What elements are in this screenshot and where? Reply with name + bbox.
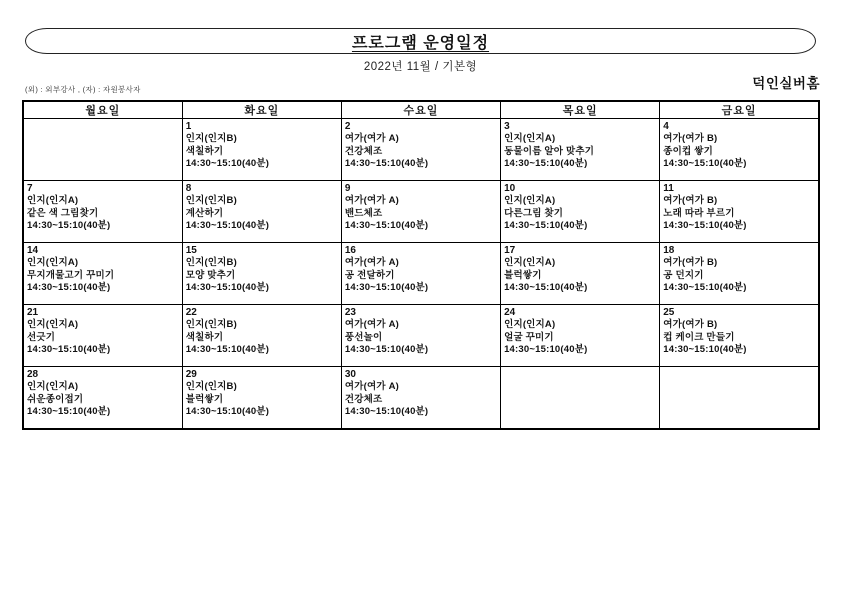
title-banner [25, 28, 816, 54]
legend-text: (외) : 외부강사 , (자) : 자원봉사자 [25, 85, 141, 94]
day-number: 25 [663, 307, 675, 318]
calendar-day-cell [501, 181, 660, 243]
day-number: 21 [27, 307, 39, 318]
calendar-week-row [23, 119, 819, 181]
program-line: 14:30~15:10(40분) [344, 158, 429, 169]
calendar-day-cell [501, 119, 660, 181]
calendar-day-cell [660, 119, 819, 181]
program-line: 여가(여가 A) [344, 133, 400, 144]
day-number: 29 [185, 369, 197, 380]
program-line: 풍선놀이 [344, 331, 383, 343]
day-number: 4 [663, 121, 669, 132]
program-line: 같은 색 그림찾기 [27, 207, 99, 219]
program-line: 여가(여가 B) [663, 257, 718, 268]
program-line: 블럭쌓기 [504, 269, 542, 281]
program-line: 여가(여가 B) [663, 133, 718, 144]
program-line: 14:30~15:10(40분) [663, 344, 747, 355]
program-line: 색칠하기 [185, 145, 224, 157]
program-line: 블럭쌓기 [185, 393, 224, 405]
weekday-header-monday: 월요일 [23, 101, 182, 119]
day-number: 2 [344, 121, 351, 132]
calendar-day-cell [182, 243, 341, 305]
program-line: 인지(인지B) [185, 133, 237, 144]
program-line: 색칠하기 [185, 331, 224, 343]
program-line: 인지(인지A) [504, 133, 556, 144]
program-line: 여가(여가 A) [344, 319, 400, 330]
calendar-week-row [23, 367, 819, 429]
calendar-day-cell [341, 243, 500, 305]
day-number: 9 [344, 183, 351, 194]
program-line: 14:30~15:10(40분) [663, 220, 747, 231]
calendar-day-cell [182, 367, 341, 429]
program-line: 여가(여가 B) [663, 319, 718, 330]
calendar-day-cell [182, 305, 341, 367]
program-line: 14:30~15:10(40분) [344, 344, 429, 355]
program-line: 14:30~15:10(40분) [27, 406, 111, 417]
calendar-week-row [23, 305, 819, 367]
calendar-day-cell [660, 243, 819, 305]
day-number: 22 [185, 307, 197, 318]
program-line: 14:30~15:10(40분) [27, 282, 111, 293]
program-line: 14:30~15:10(40분) [504, 344, 588, 355]
program-line: 계산하기 [185, 207, 224, 219]
program-line: 여가(여가 A) [344, 257, 400, 268]
weekday-header-friday: 금요일 [660, 101, 819, 119]
program-line: 선긋기 [27, 331, 56, 343]
calendar-day-cell [341, 367, 500, 429]
calendar-day-cell [23, 243, 182, 305]
program-line: 인지(인지A) [27, 195, 79, 206]
program-line: 모양 맞추기 [185, 269, 236, 281]
program-line: 인지(인지B) [185, 381, 237, 392]
calendar-day-cell [341, 181, 500, 243]
calendar-day-cell [341, 305, 500, 367]
program-line: 공 전달하기 [344, 269, 395, 281]
calendar-empty-cell [501, 367, 660, 429]
calendar-day-cell [660, 181, 819, 243]
program-line: 14:30~15:10(40분) [504, 220, 588, 231]
program-line: 여가(여가 B) [663, 195, 718, 206]
weekday-header-wednesday: 수요일 [341, 101, 500, 119]
calendar-body [23, 119, 819, 429]
day-number: 30 [344, 369, 356, 380]
calendar-week-row [23, 243, 819, 305]
calendar-empty-cell [660, 367, 819, 429]
program-line: 인지(인지A) [504, 257, 556, 268]
day-number: 18 [663, 245, 675, 256]
day-number: 10 [504, 183, 516, 194]
program-line: 14:30~15:10(40분) [185, 158, 270, 169]
day-number: 8 [185, 183, 192, 194]
day-number: 17 [504, 245, 516, 256]
program-line: 무지개물고기 꾸미기 [27, 269, 115, 281]
program-line: 건강체조 [344, 145, 383, 157]
calendar-week-row [23, 181, 819, 243]
program-line: 인지(인지B) [185, 257, 237, 268]
program-line: 14:30~15:10(40분) [504, 282, 588, 293]
program-line: 노래 따라 부르기 [663, 207, 735, 219]
day-number: 1 [185, 121, 192, 132]
day-number: 3 [504, 121, 510, 132]
day-number: 16 [344, 245, 356, 256]
day-number: 7 [27, 183, 33, 194]
calendar-day-cell [501, 243, 660, 305]
calendar-day-cell [341, 119, 500, 181]
calendar-day-cell [182, 119, 341, 181]
program-line: 인지(인지A) [504, 195, 556, 206]
day-number: 14 [27, 245, 39, 256]
day-number: 23 [344, 307, 356, 318]
program-line: 14:30~15:10(40분) [663, 158, 747, 169]
day-number: 24 [504, 307, 516, 318]
program-line: 공 던지기 [663, 269, 704, 281]
program-line: 종이컵 쌓기 [663, 145, 713, 157]
schedule-calendar-table [22, 100, 820, 430]
program-line: 14:30~15:10(40분) [185, 344, 270, 355]
calendar-empty-cell [23, 119, 182, 181]
program-line: 14:30~15:10(40분) [344, 220, 429, 231]
program-line: 14:30~15:10(40분) [27, 220, 111, 231]
page-title: 프로그램 운영일정 [351, 34, 490, 52]
program-line: 14:30~15:10(40분) [27, 344, 111, 355]
facility-name: 덕인실버홈 [752, 76, 820, 91]
weekday-header-row [23, 101, 819, 119]
program-line: 건강체조 [344, 393, 383, 405]
program-line: 밴드체조 [344, 207, 383, 219]
program-line: 동물이름 알아 맞추기 [504, 145, 595, 157]
calendar-day-cell [660, 305, 819, 367]
calendar-day-cell [23, 181, 182, 243]
calendar-day-cell [23, 367, 182, 429]
weekday-header-thursday: 목요일 [501, 101, 660, 119]
calendar-day-cell [182, 181, 341, 243]
program-line: 쉬운종이접기 [27, 393, 84, 405]
day-number: 11 [663, 183, 674, 194]
program-line: 14:30~15:10(40분) [663, 282, 747, 293]
program-line: 14:30~15:10(40분) [504, 158, 588, 169]
program-line: 14:30~15:10(40분) [185, 406, 270, 417]
program-line: 인지(인지A) [27, 381, 79, 392]
calendar-day-cell [501, 305, 660, 367]
program-line: 인지(인지A) [504, 319, 556, 330]
day-number: 28 [27, 369, 39, 380]
program-line: 여가(여가 A) [344, 195, 400, 206]
schedule-subtitle: 2022년 11월 / 기본형 [363, 61, 478, 73]
program-line: 인지(인지B) [185, 319, 237, 330]
calendar-day-cell [23, 305, 182, 367]
program-line: 14:30~15:10(40분) [185, 282, 270, 293]
program-line: 14:30~15:10(40분) [344, 282, 429, 293]
program-line: 여가(여가 A) [344, 381, 400, 392]
day-number: 15 [185, 245, 197, 256]
program-line: 인지(인지B) [185, 195, 237, 206]
program-line: 14:30~15:10(40분) [185, 220, 270, 231]
program-line: 얼굴 꾸미기 [504, 331, 554, 343]
program-line: 컵 케이크 만들기 [663, 331, 735, 343]
program-line: 인지(인지A) [27, 257, 79, 268]
program-line: 인지(인지A) [27, 319, 79, 330]
weekday-header-tuesday: 화요일 [182, 101, 341, 119]
program-line: 14:30~15:10(40분) [344, 406, 429, 417]
program-line: 다른그림 찾기 [504, 207, 564, 219]
